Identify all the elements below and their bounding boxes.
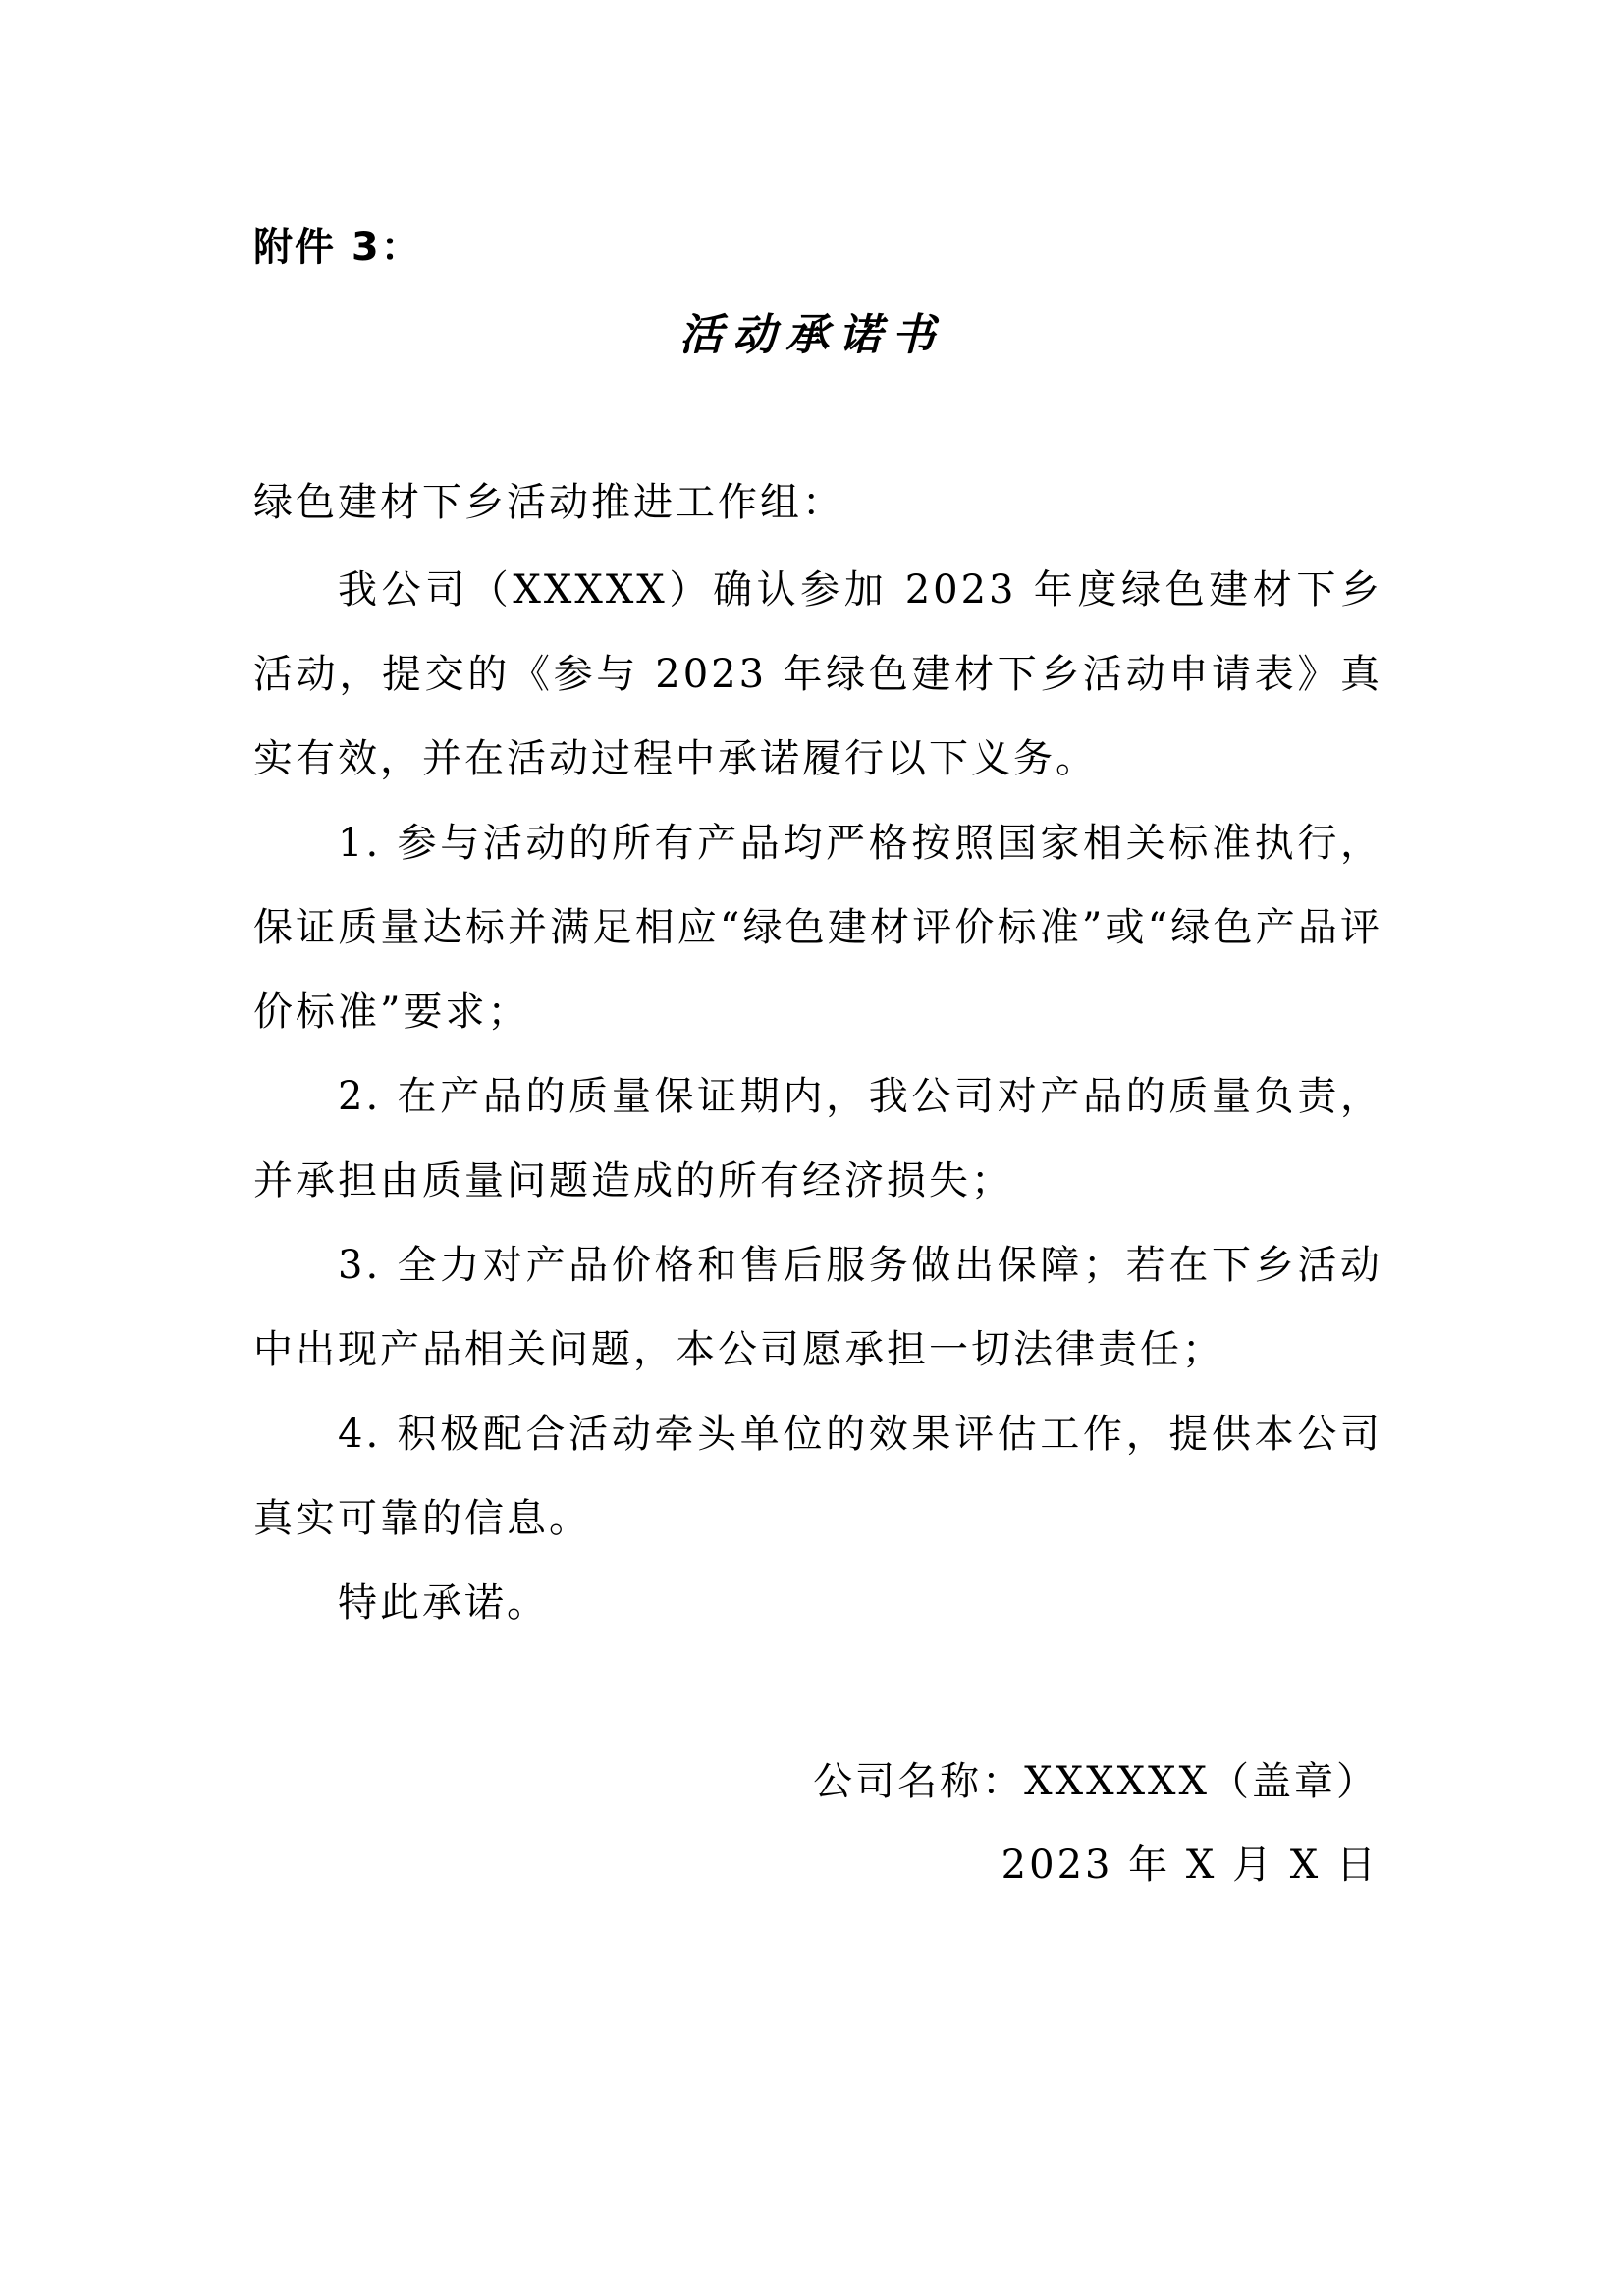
company-name-line: 公司名称：XXXXXX（盖章）	[813, 1759, 1379, 1804]
intro-paragraph: 我公司（XXXXX）确认参加 2023 年度绿色建材下乡活动，提交的《参与 2023 年绿色建材下乡活动申请表》真实有效，并在活动过程中承诺履行以下义务。	[253, 567, 1382, 781]
commitment-item-1: 1. 参与活动的所有产品均严格按照国家相关标准执行，保证质量达标并满足相应“绿色建材评价标准”或“绿色产品评价标准”要求；	[253, 821, 1382, 1035]
document-title: 活动承诺书	[679, 310, 945, 360]
commitment-item-4: 4. 积极配合活动牵头单位的效果评估工作，提供本公司真实可靠的信息。	[253, 1412, 1382, 1541]
closing-statement: 特此承诺。	[338, 1580, 549, 1626]
attachment-label: 附件 3：	[253, 225, 422, 270]
date-line: 2023 年 X 月 X 日	[1001, 1842, 1379, 1888]
commitment-item-2: 2. 在产品的质量保证期内，我公司对产品的质量负责，并承担由质量问题造成的所有经济损失；	[253, 1074, 1382, 1203]
addressee: 绿色建材下乡活动推进工作组：	[253, 480, 844, 525]
commitment-item-3: 3. 全力对产品价格和售后服务做出保障；若在下乡活动中出现产品相关问题，本公司愿承担一切法律责任；	[253, 1243, 1382, 1372]
